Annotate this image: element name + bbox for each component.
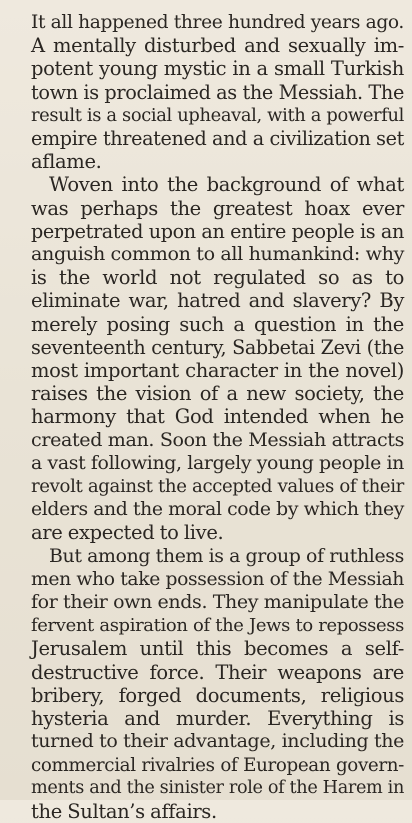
text-line: elders and the moral code by which they bbox=[31, 499, 404, 521]
text-line: a vast following, largely young people in bbox=[31, 451, 404, 474]
text-line: result is a social upheaval, with a powerful bbox=[31, 104, 404, 126]
text-line: hysteria and murder. Everything is bbox=[31, 707, 404, 731]
text-line: commercial rivalries of European govern- bbox=[31, 754, 404, 776]
text-line: town is proclaimed as the Messiah. The bbox=[31, 80, 404, 104]
text-line: turned to their advantage, including the bbox=[31, 730, 404, 753]
text-line: bribery, forged documents, religious bbox=[31, 683, 404, 707]
text-line: created man. Soon the Messiah attracts bbox=[31, 428, 404, 451]
text-line: harmony that God intended when he bbox=[31, 405, 404, 429]
text-line: potent young mystic in a small Turkish bbox=[31, 57, 404, 81]
text-line: But among them is a group of ruthless bbox=[49, 544, 404, 567]
text-line: It all happened three hundred years ago. bbox=[31, 12, 404, 33]
text-line: aflame. bbox=[31, 150, 102, 174]
text-line: seventeenth century, Sabbetai Zevi (the bbox=[31, 335, 404, 359]
text-line: anguish common to all humankind: why bbox=[31, 243, 404, 266]
paragraph-2 bbox=[31, 173, 404, 544]
text-line: merely posing such a question in the bbox=[31, 312, 404, 336]
text-line: empire threatened and a civilization set bbox=[31, 127, 404, 151]
text-line: most important character in the novel) bbox=[31, 359, 404, 383]
text-line: eliminate war, hatred and slavery? By bbox=[31, 289, 404, 313]
paragraph-1 bbox=[31, 11, 404, 173]
text-line: fervent aspiration of the Jews to repossess bbox=[31, 615, 404, 637]
paragraph-3 bbox=[31, 545, 404, 823]
text-line: men who take possession of the Messiah bbox=[31, 568, 404, 590]
text-line: for their own ends. They manipulate the bbox=[31, 591, 404, 614]
text-line: Jerusalem until this becomes a self- bbox=[31, 637, 404, 661]
text-line: destructive force. Their weapons are bbox=[31, 660, 404, 684]
text-line: Woven into the background of what bbox=[49, 173, 404, 197]
text-line: raises the vision of a new society, the bbox=[31, 382, 404, 406]
text-line: A mentally disturbed and sexually im- bbox=[31, 34, 404, 58]
text-line: revolt against the accepted values of their bbox=[31, 476, 404, 498]
text-line: is the world not regulated so as to bbox=[31, 266, 404, 290]
text-line: was perhaps the greatest hoax ever bbox=[31, 196, 404, 220]
text-line: are expected to live. bbox=[31, 521, 224, 545]
text-line: ments and the sinister role of the Harem in bbox=[31, 777, 404, 798]
text-line: the Sultan’s affairs. bbox=[31, 799, 217, 823]
text-line: perpetrated upon an entire people is an bbox=[31, 219, 404, 243]
